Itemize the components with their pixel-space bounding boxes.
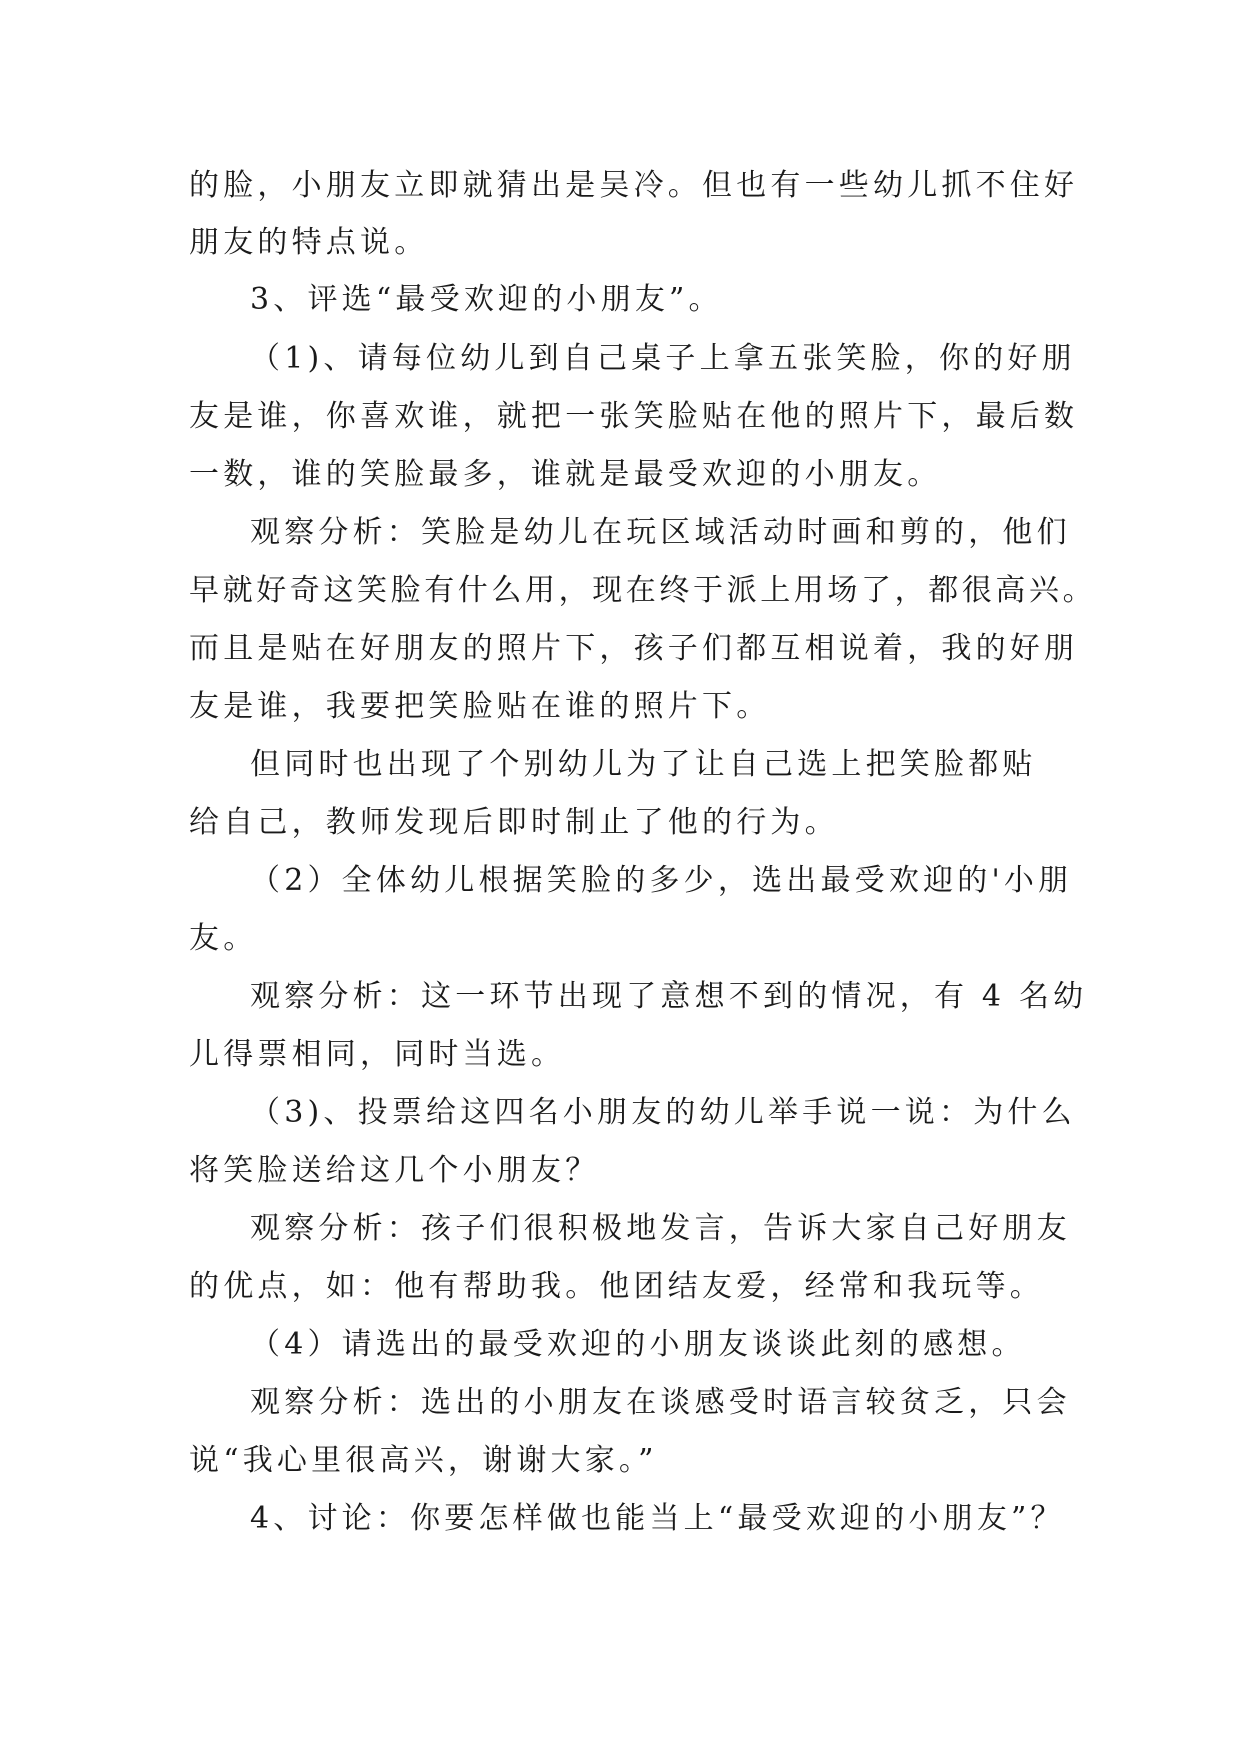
text-line: 早就好奇这笑脸有什么用，现在终于派上用场了，都很高兴。 [189,573,1097,608]
text-line: （2）全体幼儿根据笑脸的多少，选出最受欢迎的'小朋 [250,863,1073,898]
text-line: 4、讨论：你要怎样做也能当上“最受欢迎的小朋友”？ [250,1501,1065,1536]
text-line: （4）请选出的最受欢迎的小朋友谈谈此刻的感想。 [250,1327,1026,1362]
text-line: 友是谁，我要把笑脸贴在谁的照片下。 [189,689,771,724]
text-line: （1)、请每位幼儿到自己桌子上拿五张笑脸，你的好朋 [250,341,1076,376]
text-line: 观察分析：这一环节出现了意想不到的情况，有 4 名幼 [250,979,1088,1014]
text-line: 友。 [189,921,258,956]
text-line: 的优点，如：他有帮助我。他团结友爱，经常和我玩等。 [189,1269,1044,1304]
text-line: 给自己，教师发现后即时制止了他的行为。 [189,805,839,840]
text-line: 观察分析：选出的小朋友在谈感受时语言较贫乏，只会 [250,1385,1071,1420]
text-line: 一数，谁的笑脸最多，谁就是最受欢迎的小朋友。 [189,457,942,492]
text-line: 3、评选“最受欢迎的小朋友”。 [250,282,723,317]
text-line: 将笑脸送给这几个小朋友？ [189,1153,600,1188]
text-line: 观察分析：孩子们很积极地发言，告诉大家自己好朋友 [250,1211,1071,1246]
text-line: （3)、投票给这四名小朋友的幼儿举手说一说：为什么 [250,1095,1076,1130]
text-line: 朋友的特点说。 [189,225,429,260]
text-line: 而且是贴在好朋友的照片下，孩子们都互相说着，我的好朋 [189,631,1079,666]
text-line: 观察分析：笑脸是幼儿在玩区域活动时画和剪的，他们 [250,515,1071,550]
text-line: 的脸，小朋友立即就猜出是吴冷。但也有一些幼儿抓不住好 [189,168,1079,203]
text-line: 儿得票相同，同时当选。 [189,1037,566,1072]
text-line: 说“我心里很高兴，谢谢大家。” [189,1443,658,1478]
text-line: 但同时也出现了个别幼儿为了让自己选上把笑脸都贴 [250,747,1037,782]
text-line: 友是谁，你喜欢谁，就把一张笑脸贴在他的照片下，最后数 [189,399,1079,434]
